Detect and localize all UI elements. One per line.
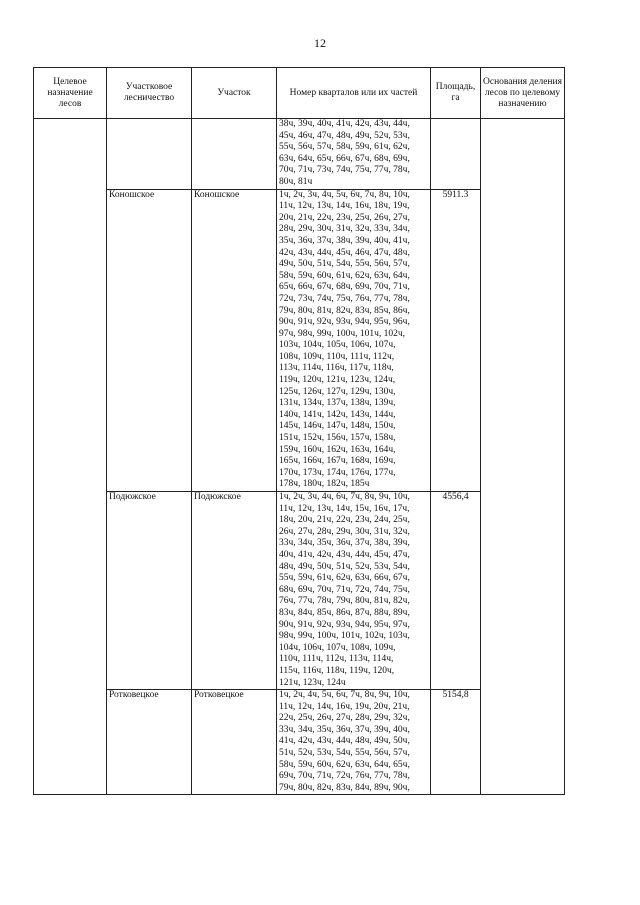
quarters-line: 1ч, 2ч, 4ч, 5ч, 6ч, 7ч, 8ч, 9ч, 10ч,	[279, 690, 410, 701]
cell-area	[431, 119, 481, 190]
header-forest-purpose: Целевое назначение лесов	[34, 68, 107, 119]
quarters-line: 108ч, 109ч, 110ч, 111ч, 112ч,	[279, 351, 395, 362]
quarters-line: 159ч, 160ч, 162ч, 163ч, 164ч,	[279, 444, 396, 455]
quarters-line: 131ч, 134ч, 137ч, 138ч, 139ч,	[279, 398, 396, 409]
cell-section: Подюжское	[192, 492, 277, 690]
header-area: Площадь, га	[431, 68, 481, 119]
quarters-line: 11ч, 12ч, 13ч, 14ч, 15ч, 16ч, 17ч,	[279, 503, 410, 514]
quarters-line: 35ч, 36ч, 37ч, 38ч, 39ч, 40ч, 41ч,	[279, 235, 410, 246]
cell-division-basis	[481, 119, 565, 795]
quarters-line: 72ч, 73ч, 74ч, 75ч, 76ч, 77ч, 78ч,	[279, 293, 410, 304]
quarters-line: 68ч, 69ч, 70ч, 71ч, 72ч, 74ч, 75ч,	[279, 584, 410, 595]
cell-forestry: Подюжское	[107, 492, 192, 690]
quarters-line: 79ч, 80ч, 81ч, 82ч, 83ч, 85ч, 86ч,	[279, 305, 410, 316]
quarters-line: 83ч, 84ч, 85ч, 86ч, 87ч, 88ч, 89ч,	[279, 607, 410, 618]
quarters-line: 79ч, 80ч, 82ч, 83ч, 84ч, 89ч, 90ч,	[279, 782, 410, 793]
quarters-line: 22ч, 25ч, 26ч, 27ч, 28ч, 29ч, 32ч,	[279, 713, 410, 724]
forest-purpose-table	[33, 67, 565, 795]
cell-forestry	[107, 119, 192, 190]
quarters-line: 58ч, 59ч, 60ч, 62ч, 63ч, 64ч, 65ч,	[279, 759, 410, 770]
quarters-line: 104ч, 106ч, 107ч, 108ч, 109ч,	[279, 642, 396, 653]
quarters-line: 1ч, 2ч, 3ч, 4ч, 6ч, 7ч, 8ч, 9ч, 10ч,	[279, 492, 410, 502]
table-header-row	[34, 68, 565, 119]
quarters-line: 41ч, 42ч, 43ч, 44ч, 48ч, 49ч, 50ч,	[279, 736, 410, 747]
quarters-line: 55ч, 59ч, 61ч, 62ч, 63ч, 66ч, 67ч,	[279, 573, 410, 584]
quarters-line: 11ч, 12ч, 14ч, 16ч, 19ч, 20ч, 21ч,	[279, 701, 410, 712]
quarters-line: 151ч, 152ч, 156ч, 157ч, 158ч,	[279, 433, 396, 444]
quarters-line: 140ч, 141ч, 142ч, 143ч, 144ч,	[279, 409, 396, 420]
cell-quarters	[277, 189, 431, 491]
quarters-line: 51ч, 52ч, 53ч, 54ч, 55ч, 56ч, 57ч,	[279, 748, 410, 759]
quarters-line: 76ч, 77ч, 78ч, 79ч, 80ч, 81ч, 82ч,	[279, 596, 410, 607]
header-section: Участок	[192, 68, 277, 119]
quarters-line: 110ч, 111ч, 112ч, 113ч, 114ч,	[279, 654, 394, 665]
quarters-line: 98ч, 99ч, 100ч, 101ч, 102ч, 103ч,	[279, 631, 410, 642]
cell-area: 5154,8	[431, 690, 481, 795]
cell-quarters	[277, 119, 431, 190]
quarters-line: 26ч, 27ч, 28ч, 29ч, 30ч, 31ч, 32ч,	[279, 526, 410, 537]
quarters-line: 70ч, 71ч, 73ч, 74ч, 75ч, 77ч, 78ч,	[279, 165, 410, 176]
quarters-line: 121ч, 123ч, 124ч	[279, 677, 346, 688]
quarters-line: 33ч, 34ч, 35ч, 36ч, 37ч, 39ч, 40ч,	[279, 724, 410, 735]
cell-section: Ротковецкое	[192, 690, 277, 795]
quarters-line: 170ч, 173ч, 174ч, 176ч, 177ч,	[279, 467, 396, 478]
header-district-forestry: Участковое лесничество	[107, 68, 192, 119]
quarters-line: 119ч, 120ч, 121ч, 123ч, 124ч,	[279, 375, 396, 386]
cell-area: 4556,4	[431, 492, 481, 690]
cell-forest-purpose	[34, 119, 107, 795]
table-row-continuation	[34, 119, 565, 190]
header-division-basis: Основания деления лесов по целевому назначению	[481, 68, 565, 119]
quarters-line: 97ч, 98ч, 99ч, 100ч, 101ч, 102ч,	[279, 328, 406, 339]
quarters-line: 45ч, 46ч, 47ч, 48ч, 49ч, 52ч, 53ч,	[279, 130, 410, 141]
quarters-line: 20ч, 21ч, 22ч, 23ч, 25ч, 26ч, 27ч,	[279, 212, 410, 223]
quarters-line: 69ч, 70ч, 71ч, 72ч, 76ч, 77ч, 78ч,	[279, 771, 410, 782]
quarters-line: 125ч, 126ч, 127ч, 129ч, 130ч,	[279, 386, 396, 397]
quarters-line: 55ч, 56ч, 57ч, 58ч, 59ч, 61ч, 62ч,	[279, 142, 410, 153]
cell-quarters	[277, 690, 431, 795]
cell-area: 5911.3	[431, 189, 481, 491]
quarters-line: 28ч, 29ч, 30ч, 31ч, 32ч, 33ч, 34ч,	[279, 224, 410, 235]
quarters-line: 90ч, 91ч, 92ч, 93ч, 94ч, 95ч, 96ч,	[279, 317, 410, 328]
quarters-line: 49ч, 50ч, 51ч, 54ч, 55ч, 56ч, 57ч,	[279, 259, 410, 270]
cell-quarters	[277, 492, 431, 690]
quarters-line: 115ч, 116ч, 118ч, 119ч, 120ч,	[279, 665, 395, 676]
quarters-line: 40ч, 41ч, 42ч, 43ч, 44ч, 45ч, 47ч,	[279, 549, 410, 560]
quarters-line: 80ч, 81ч	[279, 176, 313, 187]
cell-forestry: Ротковецкое	[107, 690, 192, 795]
quarters-line: 90ч, 91ч, 92ч, 93ч, 94ч, 95ч, 97ч,	[279, 619, 410, 630]
quarters-line: 145ч, 146ч, 147ч, 148ч, 150ч,	[279, 421, 396, 432]
quarters-line: 48ч, 49ч, 50ч, 51ч, 52ч, 53ч, 54ч,	[279, 561, 410, 572]
cell-section: Коношское	[192, 189, 277, 491]
page-number: 12	[314, 36, 326, 50]
quarters-line: 103ч, 104ч, 105ч, 106ч, 107ч,	[279, 340, 396, 351]
quarters-line: 178ч, 180ч, 182ч, 185ч	[279, 479, 370, 490]
quarters-line: 63ч, 64ч, 65ч, 66ч, 67ч, 68ч, 69ч,	[279, 153, 410, 164]
quarters-line: 38ч, 39ч, 40ч, 41ч, 42ч, 43ч, 44ч,	[279, 119, 410, 129]
cell-section	[192, 119, 277, 190]
quarters-line: 1ч, 2ч, 3ч, 4ч, 5ч, 6ч, 7ч, 8ч, 10ч,	[279, 189, 410, 200]
quarters-line: 113ч, 114ч, 116ч, 117ч, 118ч,	[279, 363, 394, 374]
header-quarter-numbers: Номер кварталов или их частей	[277, 68, 431, 119]
quarters-line: 33ч, 34ч, 35ч, 36ч, 37ч, 38ч, 39ч,	[279, 538, 410, 549]
quarters-line: 42ч, 43ч, 44ч, 45ч, 46ч, 47ч, 48ч,	[279, 247, 410, 258]
quarters-line: 165ч, 166ч, 167ч, 168ч, 169ч,	[279, 456, 396, 467]
quarters-line: 58ч, 59ч, 60ч, 61ч, 62ч, 63ч, 64ч,	[279, 270, 410, 281]
cell-forestry: Коношское	[107, 189, 192, 491]
quarters-line: 18ч, 20ч, 21ч, 22ч, 23ч, 24ч, 25ч,	[279, 515, 410, 526]
quarters-line: 11ч, 12ч, 13ч, 14ч, 16ч, 18ч, 19ч,	[279, 201, 410, 212]
quarters-line: 65ч, 66ч, 67ч, 68ч, 69ч, 70ч, 71ч,	[279, 282, 410, 293]
